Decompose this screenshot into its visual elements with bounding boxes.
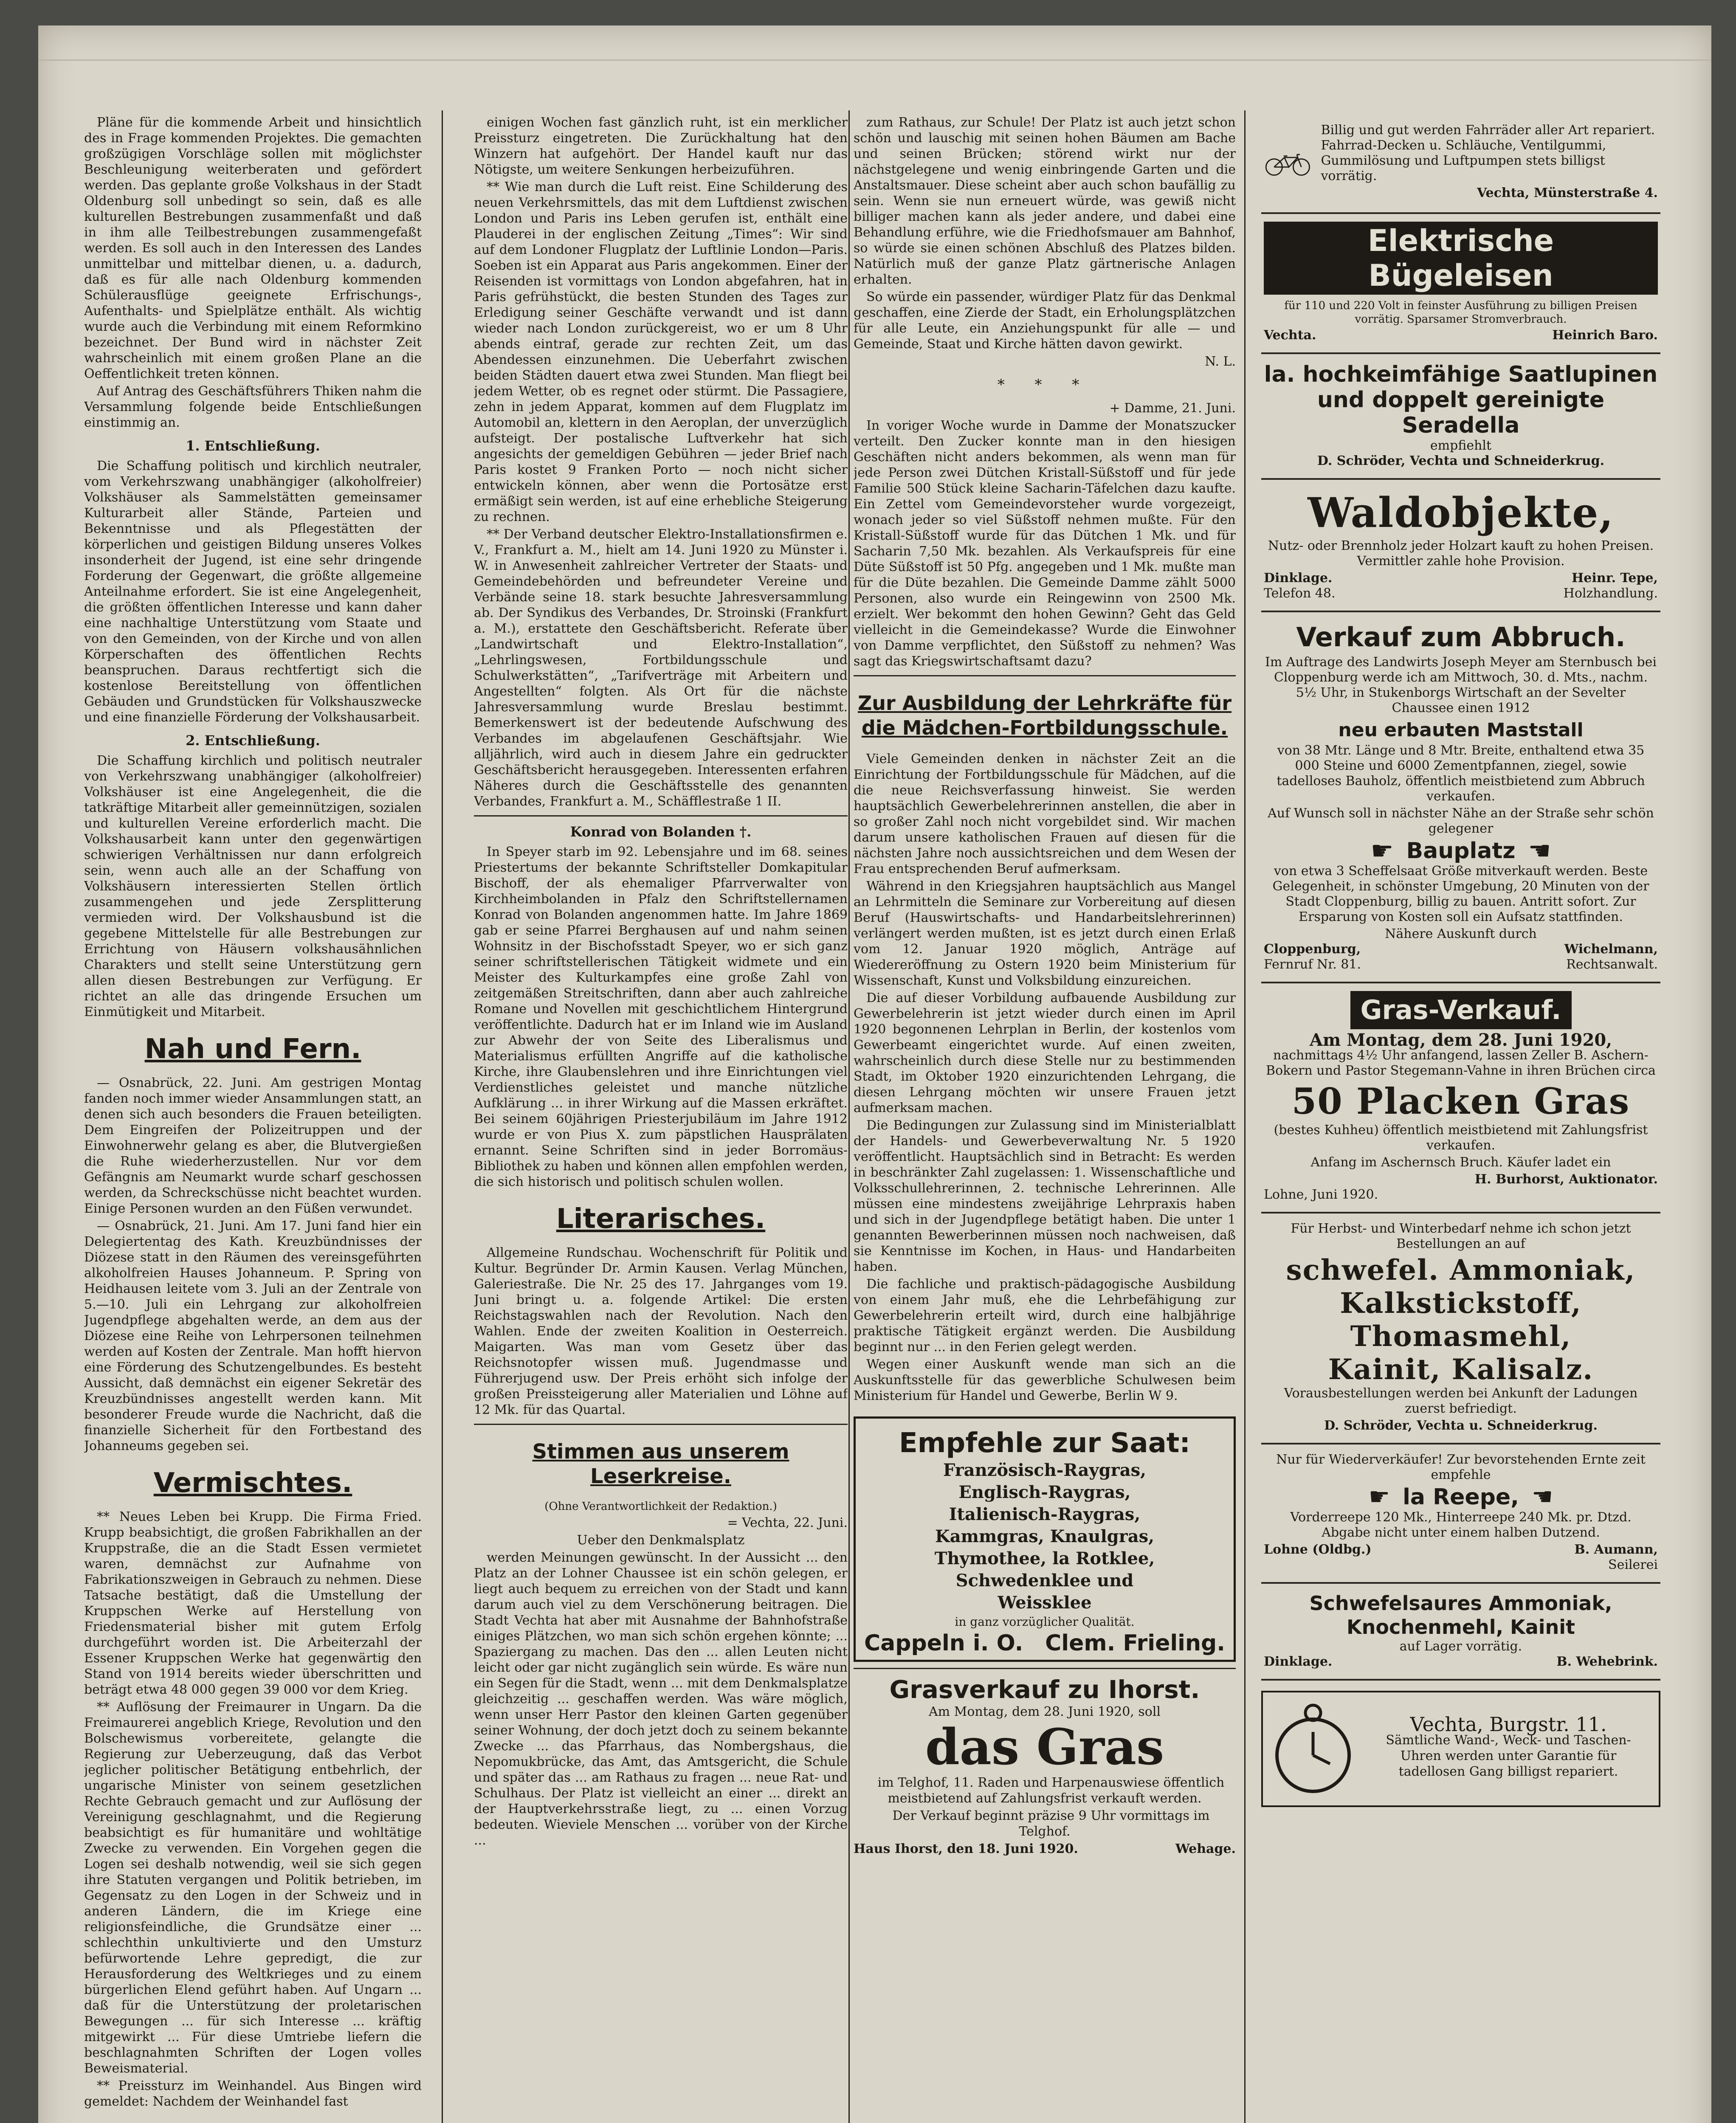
ad-place: Dinklage. [1264, 571, 1333, 586]
paragraph: Auf Antrag des Geschäftsführers Thiken nahm die Versammlung folgende beide Entschließungen einstimmig an. [84, 384, 422, 430]
ad-place: Cappeln i. O. [864, 1630, 1023, 1656]
ad-place: Vechta. [1264, 328, 1316, 343]
ad-text: Nähere Auskunft durch [1385, 926, 1537, 941]
resolution-1-heading: 1. Entschließung. [186, 438, 320, 454]
list-item: schwefel. Ammoniak, [1286, 1253, 1636, 1287]
list-item: Weissklee [998, 1593, 1092, 1613]
article-heading-ausbildung: Zur Ausbildung der Lehrkräfte für die Mädchen-Fortbildungsschule. [857, 692, 1232, 739]
ad-text: Vorausbestellungen werden bei Ankunft der Ladungen zuerst befriedigt. [1284, 1386, 1638, 1416]
ad-text: Im Auftrage des Landwirts Joseph Meyer am Sternbusch bei Cloppenburg werde ich am Mittwoch, 30. d. Mts., nachm. 5½ Uhr, in Stukenborgs Wirtschaft an der Sevelter Chaussee einen 1912 [1265, 655, 1657, 715]
ad-verkauf-abbruch [1261, 612, 1660, 983]
paragraph: Während in den Kriegsjahren hauptsächlich aus Mangel an Lehrmitteln die Seminare zur Vorbereitung auf diesen Beruf (Hauswirtschafts- und Handarbeitslehrerinnen) verlängert werden mußten, ist es jetzt durch einen Erlaß vom 12. Januar 1920 möglich, Anträge auf Wiedereröffnung zu Ostern 1920 beim Ministerium für Wissenschaft, Kunst und Volksbildung einzureichen. [854, 879, 1236, 988]
paragraph: Viele Gemeinden denken in nächster Zeit an die Einrichtung der Fortbildungsschule für Mädchen, auf die die neue Reichsverfassung hinweist. Sie werden hauptsächlich Gewerbelehrerinnen anstellen, die aber in so großer Zahl noch nicht vorgebildet sind. Wir machen darum unsere katholischen Frauen auf diesen für die nächsten Jahre noch aussichtsreichen und dem Wesen der Frau entsprechenden Beruf aufmerksam. [854, 752, 1236, 876]
ad-address: Vechta, Münsterstraße 4. [1477, 186, 1658, 200]
ad-signature: H. Burhorst, Auktionator. [1474, 1172, 1658, 1187]
list-item: Schwedenklee und [955, 1571, 1134, 1591]
ad-text: für 110 und 220 Volt in feinster Ausführung zu billigen Preisen vorrätig. Sparsamer Stromverbrauch. [1284, 299, 1637, 326]
list-item: Thymothee, la Rotklee, [934, 1549, 1155, 1568]
ad-text: empfiehlt [1430, 438, 1492, 453]
news-item: — Osnabrück, 22. Juni. Am gestrigen Montag fanden noch immer wieder Ansammlungen statt, an denen sich auch besonders die Frauen beteiligten. Dem Eingreifen der Polizeitruppen und der Einwohnerwehr gelang es aber, die Blutvergießen die Ruhe wiederherzustellen. Nur vor dem Gefängnis am Neumarkt wurde scharf geschossen werden, da Schreckschüsse nicht beachtet wurden. Einige Personen wurden an den Füßen verwundet. [84, 1076, 422, 1216]
ad-saatlupinen [1261, 354, 1660, 480]
separator-stars: * * * [997, 376, 1092, 393]
list-item: Englisch-Raygras, [958, 1482, 1131, 1502]
news-item: ** Der Verband deutscher Elektro-Installationsfirmen e. V., Frankfurt a. M., hielt am 14. Juni 1920 zu Münster i. W. in Anwesenheit zahlreicher Vertreter der Staats- und Gemeindebehörden und befreundeter Vereine und Verbände seine 18. stark besuchte Jahresversammlung ab. Der Syndikus des Verbandes, Dr. Stroinski (Frankfurt a. M.), erstattete den Geschäftsbericht. Referate über „Landwirtschaft und Elektro-Installation“, „Lehrlingswesen, Fortbildungsschule und Schulwerkstätten“, „Tarifverträge mit Arbeitern und Angestellten“ folgten. Als Ort für die nächste Jahresversammlung wurde Breslau bestimmt. Bemerkenswert ist der bedeutende Aufschwung des Verbandes im abgelaufenen Geschäftsjahr. Wie alljährlich, wird auch in diesem Jahre ein gedruckter Geschäftsbericht herausgegeben. Interessenten erfahren Näheres durch die Geschäftsstelle des genannten Verbandes, Frankfurt a. M., Schäfflestraße 1 II. [474, 527, 848, 809]
ad-text: Billig und gut werden Fahrräder aller Art repariert. Fahrrad-Decken u. Schläuche, Ventilgummi, Gummilösung und Luftpumpen stets billigst vorrätig. [1321, 123, 1655, 183]
ad-title: Elektrische Bügeleisen [1264, 222, 1658, 295]
ad-signature [1264, 942, 1658, 957]
ad-gras-verkauf [1261, 983, 1660, 1214]
column-rule [1244, 110, 1246, 2123]
list-item: Thomasmehl, [1350, 1320, 1572, 1353]
paragraph: zum Rathaus, zur Schule! Der Platz ist auch jetzt schon schön und lauschig mit seinen hohen Bäumen am Bache und seinen Brücken; störend wirkt nur der nächstgelegene und wenig einbringende Garten und die Anstaltsmauer. Diese scheint aber auch schon baufällig zu sein. Wenn sie nun erneuert würde, was gewiß nicht billiger machen kann als jeder andere, und dabei eine Behandlung erführe, wie die Friedhofsmauer am Bahnhof, so würde sie einen schönen Abschluß des Platzes bilden. Natürlich muß der ganze Platz gärtnerische Anlagen erhalten. [854, 115, 1236, 287]
ad-text: (bestes Kuhheu) öffentlich meistbietend mit Zahlungsfrist verkaufen. [1274, 1123, 1648, 1153]
list-item: Kainit, Kalisalz. [1328, 1353, 1594, 1386]
column-1 [84, 115, 422, 2123]
pointing-hand-icon: ☚ [1528, 836, 1551, 866]
paragraph: werden Meinungen gewünscht. In der Aussicht ... den Platz an der Lohner Chaussee ist ein schön gelegen, er liegt auch bequem zu erreichen von der Stadt und kann darum auch viel zu dem Verschönerung beitragen. Die Stadt Vechta hat aber mit Ausnahme der Bahnhofstraße einiges Plätzchen, wo man sich schön ergehen könnte; ... Spaziergang zu machen. Das den ... allen Leuten nicht leicht oder gar nicht zugänglich sein würde. Es wäre nun ein Segen für die Stadt, wenn ... mit dem Denkmalsplatze gleichzeitig ... geschaffen werden. Was wäre möglich, wenn unser Herr Pastor den kleinen Garten gegenüber seiner Wohnung, der doch jetzt doch zu seinem bekannte Zwecke ... das Pfarrhaus, das Nombergshaus, die Nepomukbrücke, das Amt, das Amtsgericht, die Schule und später das ... am Rathaus zu fragen ... neue Rat- und Schulhaus. Der Platz ist vielleicht an einer ... direkt an der Hauptverkehrsstraße liegt, zu ... einen Vorzug bedeuten. Wieviele Menschen ... vorüber von der Kirche ... [474, 1550, 848, 1848]
ad-uhren [1261, 1691, 1660, 1807]
pointing-hand-icon: ☚ [1531, 1483, 1553, 1511]
ad-headline: Bauplatz [1406, 838, 1516, 864]
ad-text: Sämtliche Wand-, Weck- und Taschen-Uhren werden unter Garantie für tadellosen Gang billigst repariert. [1386, 1733, 1631, 1779]
ad-role: Seilerei [1608, 1557, 1658, 1572]
news-item: — Osnabrück, 21. Juni. Am 17. Juni fand hier ein Delegiertentag des Kath. Kreuzbündnisses der Diözese statt in den Räumen des vereinsgeführten alkoholfreien Hauses Johanneum. P. Spring von Heidhausen leitete vom 3. Juli an der Zentrale von 5.—10. Juli ein Lehrgang zur alkoholfreien Jugendpflege abgehalten werde, an dem aus der Diözese eine Reihe von Lehrpersonen teilnehmen werden auf Kosten der Zentrale. Man hofft hiervon eine Förderung des Schutzengelbundes. Es besteht Aussicht, daß demnächst ein eigener Sekretär des Kreuzbündnisses angestellt werden kann. Mit besonderer Freude wurde die Nachricht, daß die finanzielle Sicherheit für den Fortbestand des Johanneums gegeben sei. [84, 1219, 422, 1453]
ad-title: Waldobjekte, [1308, 489, 1614, 537]
column-2 [474, 115, 848, 2123]
ad-headline: das Gras [925, 1718, 1164, 1776]
column-rule [848, 110, 850, 2123]
ad-title: la Reepe, [1403, 1484, 1519, 1510]
ad-signature [864, 1630, 1225, 1656]
ad-text: von etwa 3 Scheffelsaat Größe mitverkauft werden. Beste Gelegenheit, in schönster Umgebung, 20 Minuten von der Stadt Cloppenburg, billig zu bauen. Antritt sofort. Zur Ersparung von Kosten soll ein Aufsatz stattfinden. [1272, 864, 1649, 924]
column-3 [854, 115, 1236, 2123]
ad-title: la. hochkeimfähige Saatlupinen und doppelt gereinigte Seradella [1264, 362, 1658, 438]
ad-signature [1264, 1542, 1658, 1557]
divider [474, 1424, 848, 1425]
signature: N. L. [1205, 354, 1236, 369]
ad-place: Cloppenburg, [1264, 942, 1361, 957]
ad-title: Schwefelsaures Ammoniak, Knochenmehl, Kainit [1309, 1592, 1612, 1639]
dateline: + Damme, 21. Juni. [1109, 401, 1236, 416]
ad-title: Empfehle zur Saat: [899, 1428, 1190, 1459]
column-4-ads [1261, 115, 1660, 2123]
list-item: Kammgras, Knaulgras, [935, 1526, 1155, 1546]
column-rule [442, 110, 443, 2123]
paragraph: Wegen einer Auskunft wende man sich an die Auskunftsstelle für das gewerbliche Schulwesen beim Ministerium für Handel und Gewerbe, Berlin W 9. [854, 1357, 1236, 1403]
ad-date: Am Montag, dem 28. Juni 1920, [1309, 1030, 1612, 1050]
ad-signature [1264, 328, 1658, 343]
letter-heading: Ueber den Denkmalsplatz [577, 1533, 745, 1548]
ad-title: Grasverkauf zu Ihorst. [889, 1675, 1200, 1704]
divider [474, 815, 848, 817]
dateline: = Vechta, 22. Juni. [727, 1515, 848, 1530]
paragraph: Die Schaffung politisch und kirchlich neutraler, vom Verkehrszwang unabhängiger (alkoholfreier) Volkshäuser als Sammelstätten gemeinsamer Kulturarbeit aller Stände, Parteien und Bekenntnisse und als Pflegestätten der körperlichen und geistigen Bildung unseres Volkes insonderheit der Jugend, ist eine sehr dringende Forderung der Gegenwart, die größte allgemeine Anteilnahme erfordert. Sie ist eine Angelegenheit, die größten öffentlichen Interesse und kann daher eine nachhaltige Unterstützung vom Staate und von den Gemeinden, von der Kirche und von allen Körperschaften des öffentlichen Rechts beanspruchen. Daraus rechtfertigt sich die kostenlose Bereitstellung von öffentlichen Gebäuden und Grundstücken für Volkshauszwecke und eine finanzielle Förderung der Volkshausarbeit. [84, 459, 422, 725]
divider [854, 675, 1236, 676]
newspaper-page [38, 25, 1711, 2123]
ad-signature [1264, 1654, 1658, 1670]
ad-name: B. Aumann, [1574, 1542, 1658, 1557]
ad-address: Vechta, Burgstr. 11. [1410, 1713, 1607, 1736]
ad-text: Vorderreepe 120 Mk., Hinterreepe 240 Mk. pr. Dtzd. Abgabe nicht unter einem halben Dutzend. [1290, 1510, 1632, 1540]
ad-place: Lohne (Oldbg.) [1264, 1542, 1372, 1557]
ad-role: Rechtsanwalt. [1566, 957, 1658, 972]
pointing-hand-icon: ☛ [1370, 836, 1394, 866]
news-item: ** Auflösung der Freimaurer in Ungarn. Da die Freimaurerei angeblich Kriege, Revolution und den Bolschewismus vorbereitete, gelangte die Regierung zur Ueberzeugung, daß das Verbot jeglicher politischer Betätigung entbehrlich, der ungarische Minister von seinem gesetzlichen Rechte Gebrauch gemacht und zur Auflösung der Vereinigung geschlagnahmt, und die Regierung beabsichtigt es für humanitäre und wohltätige Zwecke zu verwenden. Ein Vorgehen gegen die Logen sei deshalb notwendig, weil sie sich gegen ihre Statuten vergangen und Politik betrieben, im Gegensatz zu den Logen in der Schweiz und in anderen Ländern, die im Kriege eine religionsfeindliche, die Grundsätze einer ... schlechthin unkultivierte und den Umsturz befürwortende Lehre gepredigt, die zur Herausforderung des Weltkrieges und zu einem bürgerlichen Elend geführt haben. Auf Ungarn ... daß für die Unterstützung der proletarischen Bewegungen ... für sich Interesse ... kräftig mitgewirkt ... Für diese Umtriebe liefern die beschlagnahmten Schriften der Logen volles Beweismaterial. [84, 1700, 422, 2076]
ad-business: Holzhandlung. [1563, 586, 1658, 601]
ad-name: Clem. Frieling. [1045, 1630, 1225, 1656]
ad-text: auf Lager vorrätig. [1399, 1639, 1522, 1654]
ad-title: Gras-Verkauf. [1350, 991, 1572, 1029]
paragraph: Pläne für die kommende Arbeit und hinsichtlich des in Frage kommenden Projektes. Die gemachten großzügigen Vorschläge sollen mit möglichster Beschleunigung weiterberaten und gefördert werden. Das geplante große Volkshaus in der Stadt Oldenburg soll unbedingt so sein, daß es alle kulturellen Bestrebungen zusammenfaßt und daß in ihm alle Teilbestrebungen zusammengefaßt werden. Es soll auch in den Interessen des Landes unmittelbar und mittelbar dienen, u. a. dadurch, daß es für alle nach Oldenburg kommenden Schülerausflüge geeignete Erfrischungs-, Aufenthalts- und Spielplätze enthält. Als wichtig wurde auch die Verbindung mit einem Reformkino bezeichnet. Der Bund wird in nächster Zeit wahrscheinlich mit einem großen Plane an die Oeffentlichkeit treten können. [84, 115, 422, 381]
paragraph: In voriger Woche wurde in Damme der Monatszucker verteilt. Den Zucker konnte man in den hiesigen Geschäften nicht anders bekommen, als wenn man für jede Person zwei Dütchen Kristall-Süßstoff und für jede Familie 500 Stück kleine Sacharin-Täfelchen dazu kaufte. Ein Zettel vom Gemeindevorsteher wurde vorgezeigt, wonach jeder so viel Süßstoff nehmen mußte. Für den Kristall-Süßstoff wurde für das Dütchen 1 Mk. und für Sacharin 7,50 Mk. bezahlen. Als Verkaufspreis für eine Düte Süßstoff ist 50 Pfg. angegeben und 1 Mk. mußte man für die Düte bezahlen. Die Gemeinde Damme zählt 5000 Personen, also wurde ein Reingewinn von 2500 Mk. erzielt. Wer bekommt den hohen Gewinn? Geht das Geld vielleicht in die Gemeindekasse? Wurde die Einwohner von Damme verpflichtet, den Süßstoff zu nehmen? Was sagt das Kriegswirtschaftsamt dazu? [854, 418, 1236, 669]
paragraph: Die Bedingungen zur Zulassung sind im Ministerialblatt der Handels- und Gewerbeverwaltung Nr. 5 1920 veröffentlicht. Hauptsächlich sind in Betracht: Es werden in beschränkter Zahl zugelassen: 1. Wissenschaftliche und Volksschullehrerinnen, 2. technische Lehrerinnen. Alle müssen eine mindestens zweijährige Lehrpraxis haben und sich in der Jugendpflege betätigt haben. Die unter 1 genannten Bewerberinnen müssen noch nachweisen, daß sie Kenntnisse im Kochen, in Haus- und Handarbeiten haben. [854, 1118, 1236, 1274]
ad-phone: Fernruf Nr. 81. [1264, 957, 1361, 972]
ad-contact [1264, 957, 1658, 972]
ad-text: Nutz- oder Brennholz jeder Holzart kauft zu hohen Preisen. Vermittler zahle hohe Provision. [1268, 538, 1654, 569]
reepe-banner [1264, 1484, 1658, 1510]
section-heading-literarisches: Literarisches. [556, 1203, 766, 1235]
ad-fahrrad [1261, 115, 1660, 214]
obituary-heading: Konrad von Bolanden †. [570, 824, 752, 840]
ad-headline: 50 Placken Gras [1291, 1080, 1630, 1122]
ad-signature: D. Schröder, Vechta u. Schneiderkrug. [1324, 1418, 1598, 1433]
news-item: ** Wie man durch die Luft reist. Eine Schilderung des neuen Verkehrsmittels, das mit dem Luftdienst zwischen London und Paris ins Leben gerufen ist, enthält eine Plauderei in der englischen Zeitung „Times“: Wir sind auf dem Londoner Flugplatz der Luftlinie London—Paris. Soeben ist ein Apparat aus Paris angekommen. Einer der Reisenden ist vormittags von London abgefahren, hat in Paris gefrühstückt, die besten Stunden des Tages zur Erledigung seiner Geschäfte verwandt und ist dann wieder nach London zurückgereist, wo er um 8 Uhr abends eintraf, gerade zur rechten Zeit, um das Abendessen einzunehmen. Die Ueberfahrt zwischen beiden Städten dauert etwa zwei Stunden. Man fliegt bei jedem Wetter, ob es regnet oder stürmt. Die Passagiere, zehn in jedem Apparat, kommen auf dem Flugplatz im Automobil an, klettern in den Aeroplan, der unverzüglich aufsteigt. Der postalische Luftverkehr hat sich angesichts der gemeldigen Gebühren — jeder Brief nach Paris kostet 9 Franken Porto — noch nicht sicher entwickeln können, aber wenn die Portosätze erst ermäßigt sein werden, ist auf eine erhebliche Steigerung zu rechnen. [474, 180, 848, 524]
ad-duenger [1261, 1214, 1660, 1444]
ad-waldobjekte [1261, 480, 1660, 612]
paragraph: Die auf dieser Vorbildung aufbauende Ausbildung zur Gewerbelehrerin ist jetzt wieder durch einen im April 1920 begonnenen Lehrplan in Berlin, der kostenlos vom Gewerbeamt eingerichtet wurde. Auf einen zweiten, wahrscheinlich durch diese Stelle nur zu bestimmenden Stadt, im Oktober 1920 einzurichtenden Lehrgang, die diesen Lehrgang möchten wir unsere Frauen jetzt aufmerksam machen. [854, 991, 1236, 1115]
ad-name: Wehage. [1175, 1841, 1236, 1856]
pocket-watch-icon [1271, 1700, 1356, 1798]
resolution-2-heading: 2. Entschließung. [186, 732, 320, 749]
ad-place: Haus Ihorst, den 18. Juni 1920. [854, 1841, 1078, 1856]
section-heading-stimmen: Stimmen aus unserem Leserkreise. [532, 1440, 789, 1488]
ad-name: Heinrich Baro. [1552, 328, 1658, 343]
ad-text: Der Verkauf beginnt präzise 9 Uhr vormittags im Telghof. [892, 1808, 1210, 1839]
ad-name: Wichelmann, [1564, 942, 1658, 957]
bauplatz-banner [1264, 838, 1658, 864]
paragraph: einigen Wochen fast gänzlich ruht, ist ein merklicher Preissturz eingetreten. Die Zurückhaltung hat den Winzern hat aufgehört. Der Handel kauft nur das Nötigste, um weitere Senkungen herbeizuführen. [474, 115, 848, 177]
list-item: Kalkstickstoff, [1340, 1287, 1582, 1320]
paragraph: In Speyer starb im 92. Lebensjahre und im 68. seines Priestertums der bekannte Schriftsteller Domkapitular Bischoff, der als ehemaliger Pfarrverwalter von Kirchheimbolanden in Pfalz den Schriftstellernamen Konrad von Bolanden angenommen hatte. Im Jahre 1869 gab er seine Pfarrei Berghausen auf und nahm seinen Wohnsitz in der Bischofsstadt Speyer, wo er sich ganz seiner schriftstellerischen Tätigkeit widmete und ein Meister des Kulturkampfes eine große Zahl von zeitgemäßen Streitschriften, dann aber auch zahlreiche Romane und Novellen mit geschichtlichem Hintergrund veröffentlichte. Dadurch hat er im Inland wie im Ausland zur Abwehr der von Seite des Liberalismus und Materialismus erfüllten Angriffe auf die katholische Kirche, ihre Glaubenslehren und ihre Einrichtungen viel Verdienstliches geleistet und manche nützliche Aufklärung ... in ihrer Wirkung auf die Massen erkräftet. Bei seinem 60jährigen Priesterjubiläum im Jahre 1912 wurde er von Pius X. zum päpstlichen Hausprälaten ernannt. Seine Schriften sind in jeder Borromäus-Bibliothek zu haben und können allen empfohlen werden, die sich historisch und politisch schulen wollen. [474, 845, 848, 1189]
pointing-hand-icon: ☛ [1368, 1483, 1390, 1511]
news-item: ** Neues Leben bei Krupp. Die Firma Fried. Krupp beabsichtigt, die großen Fabrikhallen an der Kruppstraße, die an die Stadt Essen vermietet waren, demnächst zur Aufnahme von Fabrikationszweigen in Gebrauch zu nehmen. Diese Tatsache bestätigt, daß die Umstellung der Kruppschen Werke auf Herstellung von Friedensmaterial bisher mit gutem Erfolg durchgeführt worden ist. Die Arbeiterzahl der Essener Kruppschen Werke hat gegenwärtig den Stand von 1914 bereits wieder überschritten und beträgt etwa 48 000 gegen 39 000 vor dem Krieg. [84, 1509, 422, 1697]
ad-place: Lohne, Juni 1920. [1264, 1187, 1378, 1202]
ad-name: Heinr. Tepe, [1571, 571, 1658, 586]
ad-text: von 38 Mtr. Länge und 8 Mtr. Breite, enthaltend etwa 35 000 Steine und 6000 Zementpfannen, ziegel, sowie tadelloses Bauholz, öffentlich meistbietend zum Abbruch verkaufen. [1277, 743, 1645, 804]
ad-place: Dinklage. [1264, 1654, 1333, 1669]
editorial-note: (Ohne Verantwortlichkeit der Redaktion.) [544, 1500, 777, 1513]
ad-ammoniak [1261, 1584, 1660, 1681]
ad-grasverkauf-ihorst [854, 1675, 1236, 1857]
ad-contact [1264, 586, 1658, 601]
list-item: Französisch-Raygras, [943, 1460, 1147, 1480]
list-item: Italienisch-Raygras, [949, 1504, 1141, 1524]
ad-buegeleisen [1261, 214, 1660, 354]
paragraph: Allgemeine Rundschau. Wochenschrift für Politik und Kultur. Begründer Dr. Armin Kausen. Verlag München, Galeriestraße. Die Nr. 25 des 17. Jahrganges vom 19. Juni bringt u. a. folgende Artikel: Die ersten Reichstagswahlen nach der Revolution. Nach den Wahlen. Ende der zweiten Koalition in Oesterreich. Maigarten. Was man vom Gesetz über das Reichsnotopfer wissen muß. Jugendmasse und Führerjugend usw. Der Preis erhöht sich infolge der großen Preissteigerung aller Materialien und Löhne auf 12 Mk. für das Quartal. [474, 1245, 848, 1417]
section-heading-vermischtes: Vermischtes. [153, 1467, 352, 1499]
ad-text: Für Herbst- und Winterbedarf nehme ich schon jetzt Bestellungen an auf [1291, 1221, 1631, 1251]
ad-text: Anfang im Aschernsch Bruch. Käufer ladet ein [1310, 1155, 1611, 1170]
news-item: ** Preissturz im Weinhandel. Aus Bingen wird gemeldet: Nachdem der Weinhandel fast [84, 2078, 422, 2109]
section-heading-nah-und-fern: Nah und Fern. [144, 1033, 361, 1065]
ad-text: im Telghof, 11. Raden und Harpenauswiese öffentlich meistbietend auf Zahlungsfrist verkauft werden. [877, 1775, 1225, 1806]
ad-name: B. Wehebrink. [1556, 1654, 1658, 1669]
bicycle-icon [1264, 122, 1312, 203]
seed-list [864, 1459, 1225, 1614]
ad-reepe [1261, 1444, 1660, 1584]
product-list [1264, 1253, 1658, 1386]
paragraph: Die Schaffung kirchlich und politisch neutraler von Verkehrszwang unabhängiger (alkoholfreier) Volkshäuser ist eine Angelegenheit, die die tatkräftige Mitarbeit aller gemeinnützigen, sozialen und kulturellen Vereine erforderlich macht. Die Volkshausarbeit kann unter den gegenwärtigen schwierigen Verhältnissen nur dann erfolgreich sein, wenn auch alle an der Schaffung von Volkshäusern interessierten Stellen örtlich zusammengehen und jede Zersplitterung vermieden wird. Der Volkshausbund ist die gegebene Mittelstelle für alle Bestrebungen zur Errichtung von Häusern volkshausähnlichen Charakters und stellt seine Unterstützung gern allen diesen Bestrebungen zur Verfügung. Er richtet an alle das dringende Ersuchen um Einmütigkeit und Mitarbeit. [84, 753, 422, 1019]
ad-phone: Telefon 48. [1264, 586, 1336, 601]
paragraph: Die fachliche und praktisch-pädagogische Ausbildung von einem Jahr muß, ehe die Lehrbefähigung zur Gewerbelehrerin erteilt wird, durch eine halbjährige praktische Tätigkeit ergänzt werden. Die Ausbildung beginnt nur ... in den Ferien gelegt werden. [854, 1277, 1236, 1354]
ad-signature [1264, 571, 1658, 586]
ad-headline: neu erbauten Maststall [1338, 719, 1584, 741]
paragraph: So würde ein passender, würdiger Platz für das Denkmal geschaffen, eine Zierde der Stadt, ein Erholungsplätzchen für alle Leute, ein Anziehungspunkt für alle — und Gemeinde, Staat und Kirche hätten davon gewirkt. [854, 290, 1236, 352]
divider [854, 1668, 1236, 1669]
ad-text: Nur für Wiederverkäufer! Zur bevorstehenden Ernte zeit empfehle [1276, 1452, 1646, 1482]
ad-title: Verkauf zum Abbruch. [1296, 622, 1626, 653]
ad-text: Auf Wunsch soll in nächster Nähe an der Straße sehr schön gelegener [1268, 806, 1654, 836]
page-fold-line [38, 59, 1711, 61]
ad-signature: D. Schröder, Vechta und Schneiderkrug. [1317, 453, 1605, 468]
ad-date: Am Montag, dem 28. Juni 1920, soll [928, 1704, 1161, 1719]
ad-note: in ganz vorzüglicher Qualität. [955, 1615, 1135, 1629]
ad-text: nachmittags 4½ Uhr anfangend, lassen Zeller B. Aschern-Bokern und Pastor Stegemann-Vahne in ihren Brüchen circa [1266, 1048, 1656, 1078]
ad-saat [854, 1416, 1236, 1662]
ad-signature [854, 1841, 1236, 1857]
